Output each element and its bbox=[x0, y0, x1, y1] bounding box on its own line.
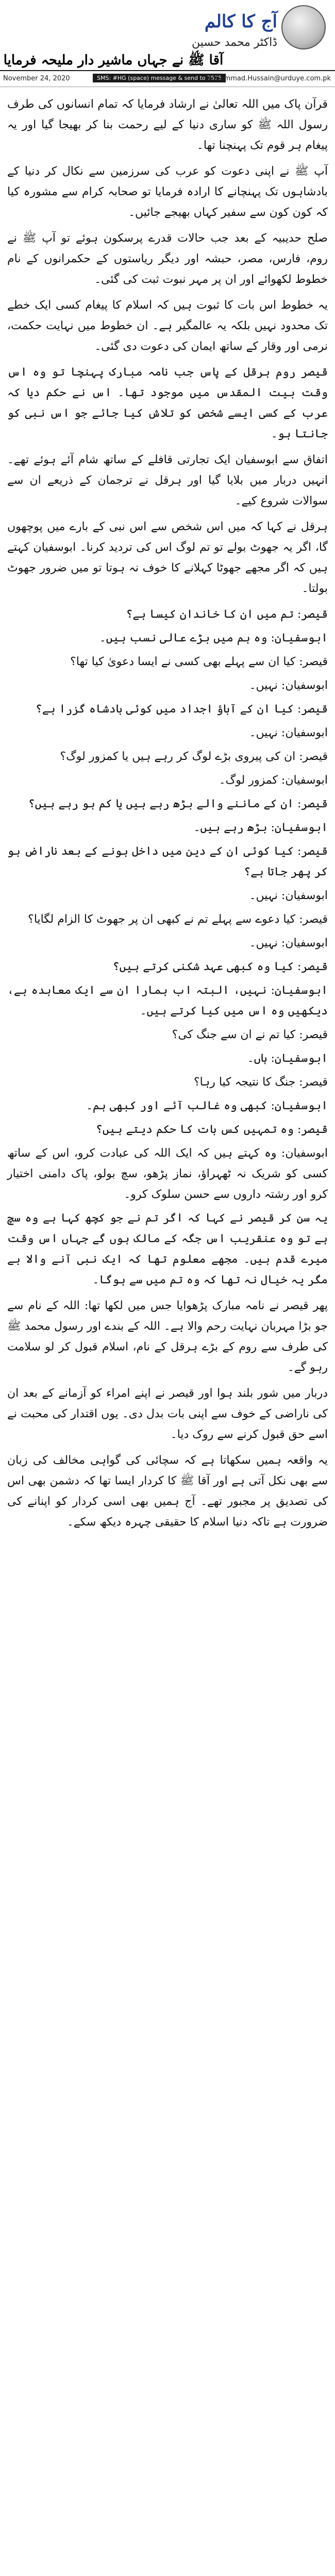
dialogue-line: ابوسفیان: وہ ہم میں بڑے عالی نسب ہیں۔ bbox=[99, 632, 328, 645]
dialogue-line: قیصر: وہ تمہیں کس بات کا حکم دیتے ہیں؟ bbox=[95, 1123, 328, 1136]
dialogue-line: قیصر: کیا وہ کبھی عہد شکنی کرتے ہیں؟ bbox=[112, 960, 328, 973]
paragraph: یہ سن کر قیصر نے کہا کہ اگر تم نے جو کچھ کہا ہے وہ سچ ہے تو وہ عنقریب اس جگہ کے مالک ہوں گے جہاں اس وقت میرے قدم ہیں۔ مجھے معلوم تھا کہ ایک نبی آنے والا ہے مگر یہ خیال نہ تھا کہ وہ تم میں سے ہوگا۔ bbox=[7, 1212, 328, 1286]
paragraph: قرآن پاک میں اللہ تعالیٰ نے ارشاد فرمایا کہ تمام انسانوں کی طرف رسول اللہ ﷺ کو ساری دنیا کے لیے رحمت بنا کر بھیجا گیا اور یہ پیغام ہر قوم تک پہنچنا تھا۔ bbox=[7, 98, 328, 152]
paragraph: پھر قیصر نے نامہ مبارک پڑھوایا جس میں لکھا تھا: اللہ کے نام سے جو بڑا مہربان نہایت رحم والا ہے۔ اللہ کے بندے اور رسول محمد ﷺ کی طرف سے روم کے بڑے ہرقل کے نام، اسلام قبول کر لو سلامت رہو گے۔ bbox=[7, 1299, 328, 1374]
author-photo bbox=[281, 5, 326, 49]
paragraph: ہرقل نے کہا کہ میں اس شخص سے اس نبی کے بارے میں پوچھوں گا، اگر یہ جھوٹ بولے تو تم لوگ اس کی تردید کرنا۔ ابوسفیان کہتے ہیں کہ اگر مجھے جھوٹا کہلانے کا خوف نہ ہوتا تو میں ضرور جھوٹ بولتا۔ bbox=[7, 520, 328, 595]
dialogue-line: قیصر: کیا ان سے پہلے بھی کسی نے ایسا دعویٰ کیا تھا؟ bbox=[70, 655, 328, 668]
article-title: آقا ﷺ نے جہاں ماشیر دار ملیحہ فرمایا bbox=[3, 53, 224, 68]
dialogue-line: ابوسفیان: وہ کہتے ہیں کہ ایک اللہ کی عبادت کرو، اس کے ساتھ کسی کو شریک نہ ٹھہراؤ، نماز پڑھو، سچ بولو، پاک دامنی اختیار کرو اور رشتہ داروں سے حسن سلوک کرو۔ bbox=[7, 1147, 328, 1201]
dialogue-line: قیصر: کیا تم نے ان سے جنگ کی؟ bbox=[172, 1028, 328, 1041]
dialogue-line: ابوسفیان: نہیں۔ bbox=[249, 679, 328, 692]
dialogue-line: ابوسفیان: کمزور لوگ۔ bbox=[219, 774, 328, 787]
paragraph: یہ خطوط اس بات کا ثبوت ہیں کہ اسلام کا پیغام کسی ایک خطے تک محدود نہیں بلکہ یہ عالمگیر ہے۔ ان خطوط میں نہایت حکمت، نرمی اور وقار کے ساتھ ایمان کی دعوت دی گئی۔ bbox=[7, 299, 328, 353]
author-name: ڈاکٹر محمد حسین bbox=[191, 36, 277, 49]
masthead bbox=[0, 0, 335, 71]
paragraph: یہ واقعہ ہمیں سکھاتا ہے کہ سچائی کی گواہی مخالف کی زبان سے بھی نکل آتی ہے اور آقا ﷺ کا کردار ایسا تھا کہ دشمن بھی اس کی تصدیق پر مجبور تھے۔ آج ہمیں بھی اسی کردار کو اپنانے کی ضرورت ہے تاکہ دنیا اسلام کا حقیقی چہرہ دیکھ سکے۔ bbox=[7, 1454, 328, 1529]
dialogue-line: ابوسفیان: بڑھ رہے ہیں۔ bbox=[193, 821, 328, 834]
paragraph: دربار میں شور بلند ہوا اور قیصر نے اپنے امراء کو آزمانے کے بعد ان کی ناراضی کے خوف سے اپنی بات بدل دی۔ یوں اقتدار کی محبت نے اسے حق قبول کرنے سے روک دیا۔ bbox=[7, 1387, 328, 1441]
dialogue-line: قیصر: جنگ کا نتیجہ کیا رہا؟ bbox=[193, 1076, 328, 1089]
dialogue-line: قیصر: تم میں ان کا خاندان کیسا ہے؟ bbox=[126, 608, 328, 621]
dialogue-line: ابوسفیان: نہیں۔ bbox=[249, 726, 328, 739]
paragraph: آپ ﷺ نے اپنی دعوت کو عرب کی سرزمین سے نکال کر دنیا کے بادشاہوں تک پہنچانے کا ارادہ فرمایا تو صحابہ کرام سے مشورہ کیا کہ کون کون سے سفیر کہاں بھیجے جائیں۔ bbox=[7, 165, 328, 219]
dialogue-line: ابوسفیان: ہاں۔ bbox=[247, 1052, 328, 1065]
author-email: Muhammad.Hussain@urduye.com.pk bbox=[205, 75, 331, 82]
dialogue-line: ابوسفیان: نہیں۔ bbox=[249, 889, 328, 902]
dialogue-line: ابوسفیان: کبھی وہ غالب آئے اور کبھی ہم۔ bbox=[86, 1099, 328, 1112]
publication-date: November 24, 2020 bbox=[3, 75, 70, 82]
paragraph: قیصر روم ہرقل کے پاس جب نامہ مبارک پہنچا تو وہ اس وقت بیت المقدس میں موجود تھا۔ اس نے حکم دیا کہ عرب کے کسی ایسے شخص کو تلاش کیا جائے جو اس نبی کو جانتا ہو۔ bbox=[7, 366, 328, 440]
dialogue-line: قیصر: کیا ان کے آباؤ اجداد میں کوئی بادشاہ گزرا ہے؟ bbox=[35, 703, 328, 716]
paragraph: صلح حدیبیہ کے بعد جب حالات قدرے پرسکون ہوئے تو آپ ﷺ نے روم، فارس، مصر، حبشہ اور دیگر ریاستوں کے حکمرانوں کے نام خطوط لکھوائے اور ان پر مہر نبوت ثبت کی گئی۔ bbox=[7, 232, 328, 286]
dialogue-line: قیصر: ان کے ماننے والے بڑھ رہے ہیں یا کم ہو رہے ہیں؟ bbox=[28, 798, 328, 810]
dialogue-line: قیصر: کیا کوئی ان کے دین میں داخل ہونے کے بعد ناراض ہو کر پھر جاتا ہے؟ bbox=[7, 845, 328, 878]
dialogue-line: قیصر: کیا دعوے سے پہلے تم نے کبھی ان پر جھوٹ کا الزام لگایا؟ bbox=[28, 913, 328, 926]
paragraph: اتفاق سے ابوسفیان ایک تجارتی قافلے کے ساتھ شام آئے ہوئے تھے۔ انہیں دربار میں بلایا گیا اور ہرقل نے ترجمان کے ذریعے ان سے سوالات شروع کیے۔ bbox=[7, 453, 328, 507]
sms-code: SMS: #HG (space) message & send to 7575 bbox=[93, 74, 226, 82]
dialogue-line: ابوسفیان: نہیں۔ bbox=[249, 937, 328, 950]
column-name: آج کا کالم bbox=[204, 11, 277, 32]
article-body bbox=[0, 87, 335, 1533]
dialogue-line: قیصر: ان کی پیروی بڑے لوگ کر رہے ہیں یا کمزور لوگ؟ bbox=[60, 750, 328, 763]
meta-row bbox=[0, 71, 335, 87]
dialogue-line: ابوسفیان: نہیں، البتہ اب ہمارا ان سے ایک معاہدہ ہے، دیکھیں وہ اس میں کیا کرتے ہیں۔ bbox=[7, 984, 328, 1018]
